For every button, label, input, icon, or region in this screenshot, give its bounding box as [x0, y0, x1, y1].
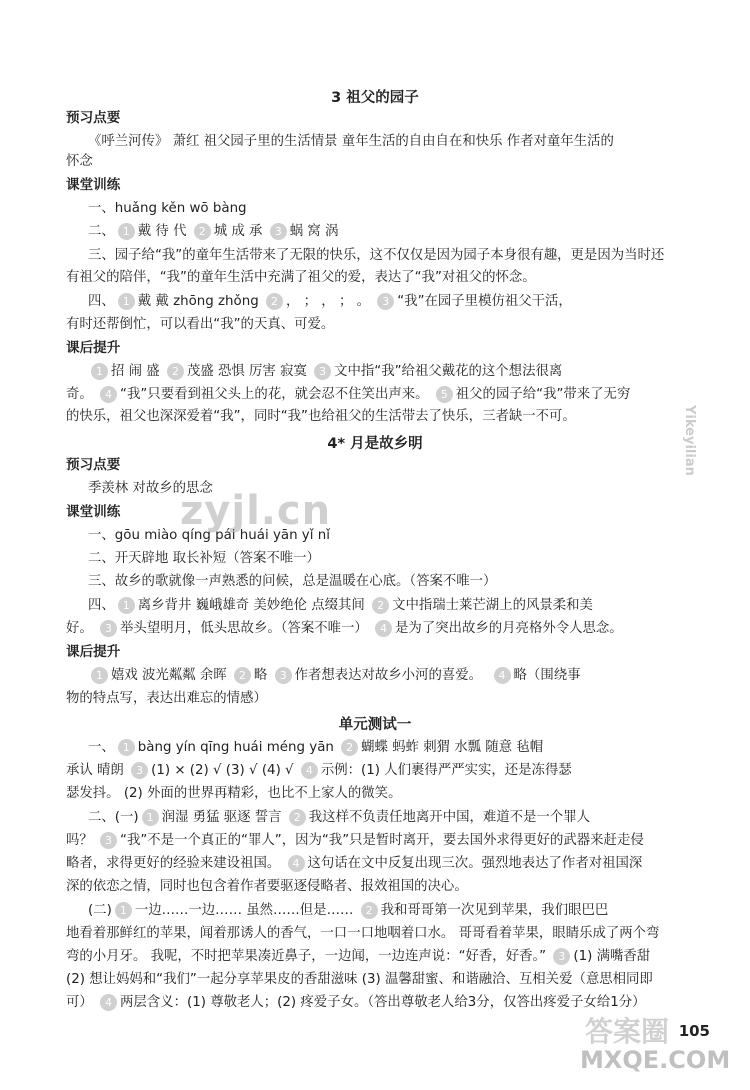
after-class-heading: 课后提升 — [66, 340, 121, 356]
preview-heading: 预习点要 — [66, 110, 121, 126]
number-badge: 2 — [266, 293, 283, 310]
answer-line: 地看着那鲜红的苹果，闻着那诱人的香气，一口一口地咽着口水。 哥哥看着苹果，眼睛乐成了两个弯 — [66, 926, 660, 941]
answer-line: 二、(一) 1 润湿 勇猛 驱逐 誓言 2 我这样不负责任地离开中国，难道不是一个罪人 — [88, 810, 590, 825]
page-number: 105 — [678, 1022, 710, 1040]
preview-line: 《呼兰河传》 萧红 祖父园子里的生活情景 童年生活的自由自在和快乐 作者对童年生活的 — [88, 134, 614, 149]
answer-line: 好。 3 举头望明月，低头思故乡。（答案不唯一） 4 是为了突出故乡的月亮格外令人思念。 — [66, 621, 623, 636]
number-badge: 2 — [167, 363, 184, 380]
number-badge: 5 — [436, 386, 453, 403]
answer-line: 有祖父的陪伴，“我”的童年生活中充满了祖父的爱，表达了“我”对祖父的怀念。 — [66, 270, 536, 285]
answer-line: 1 招 闹 盛 2 茂盛 恐惧 厉害 寂寞 3 文中指“我”给祖父戴花的这个想法很离 — [88, 362, 690, 382]
answer-line: 奇。 4 “我”只要看到祖父头上的花，就会忍不住笑出声来。 5 祖父的园子给“我”带来了无穷 — [66, 387, 631, 402]
number-badge: 4 — [288, 855, 305, 872]
answer-line: 吗？ 3 “我”不是一个真正的“罪人”，因为“我”只是暂时离开，要去国外求得更好的武器来赶走侵 — [66, 833, 644, 848]
number-badge: 3 — [314, 363, 331, 380]
number-badge: 2 — [234, 667, 251, 684]
answer-line: 三、故乡的歌就像一声熟悉的问候，总是温暖在心底。（答案不唯一） — [88, 574, 497, 589]
number-badge: 3 — [131, 762, 148, 779]
answer-line: 一、huǎng kěn wō bàng — [88, 201, 247, 216]
number-badge: 4 — [100, 386, 117, 403]
answer-line: (二) 1 一边……一边…… 虽然……但是…… 2 我和哥哥第一次见到苹果，我们眼巴巴 — [88, 903, 609, 918]
number-badge: 2 — [194, 223, 211, 240]
number-badge: 1 — [91, 363, 108, 380]
number-badge: 1 — [118, 293, 135, 310]
answer-line: 略者，求得更好的经验来建设祖国。 4 这句话在文中反复出现三次。强烈地表达了作者对祖国深 — [66, 856, 643, 871]
class-heading: 课堂训练 — [66, 177, 121, 193]
answer-line: 一、gōu miào qíng pái huái yān yǐ nǐ — [88, 528, 330, 543]
preview-heading: 预习点要 — [66, 457, 121, 473]
number-badge: 3 — [270, 223, 287, 240]
watermark-daan: 答案圈 — [585, 1015, 670, 1048]
answer-line: 1 嬉戏 波光粼粼 余晖 2 略 3 作者想表达对故乡小河的喜爱。 4 略（围绕事 — [88, 666, 690, 686]
preview-line: 怀念 — [66, 154, 93, 169]
number-badge: 3 — [553, 948, 570, 965]
number-badge: 3 — [100, 620, 117, 637]
section-4-title: 4* 月是故乡明 — [327, 436, 423, 452]
section-3-title: 3 祖父的园子 — [331, 90, 419, 106]
number-badge: 1 — [115, 902, 132, 919]
answer-line: 深的依恋之情，同时也包含着作者要驱逐侵略者、报效祖国的决心。 — [66, 879, 468, 894]
answer-line: 二、 1 戴 待 代 2 城 成 承 3 蜗 窝 涡 — [88, 224, 339, 239]
answer-line: 瑟发抖。 (2) 外面的世界再精彩，也比不上家人的微笑。 — [66, 786, 402, 801]
watermark-side: Yikeyilian — [682, 405, 697, 476]
after-class-heading: 课后提升 — [66, 644, 121, 660]
number-badge: 3 — [275, 667, 292, 684]
preview-line: 季羡林 对故乡的思念 — [88, 481, 213, 496]
number-badge: 4 — [494, 667, 511, 684]
number-badge: 2 — [361, 902, 378, 919]
number-badge: 2 — [289, 809, 306, 826]
number-badge: 4 — [100, 994, 117, 1011]
answer-line: 弯的小月牙。 我呢，不时把苹果凑近鼻子，一边闻，一边连声说：“好香，好香。” 3 (1) 满嘴香甜 — [66, 949, 651, 964]
number-badge: 1 — [91, 667, 108, 684]
watermark-mxqe: MXQE.COM — [580, 1046, 731, 1074]
number-badge: 2 — [372, 597, 389, 614]
number-badge: 1 — [118, 223, 135, 240]
answer-line: 物的特点写，表达出难忘的情感） — [66, 691, 267, 706]
answer-line: 二、开天辟地 取长补短（答案不唯一） — [88, 551, 320, 566]
answer-line: 可） 4 两层含义：(1) 尊敬老人；(2) 疼爱子女。（答出尊敬老人给3分，仅答出疼爱子女给1分） — [66, 995, 646, 1010]
number-badge: 3 — [100, 832, 117, 849]
answer-line: 四、 1 戴 戴 zhōng zhǒng 2 ， ； ， ； 。 3 “我”在园子里模仿祖父干活， — [88, 294, 572, 309]
number-badge: 1 — [142, 809, 159, 826]
answer-line: 有时还帮倒忙，可以看出“我”的天真、可爱。 — [66, 317, 335, 332]
number-badge: 1 — [118, 739, 135, 756]
watermark-zyjl: zyjl.cn — [180, 488, 332, 534]
number-badge: 3 — [377, 293, 394, 310]
answer-line: 一、 1 bàng yín qīng huái méng yān 2 蝴蝶 蚂蚱 刺猬 水瓢 随意 毡帽 — [88, 740, 544, 755]
number-badge: 4 — [375, 620, 392, 637]
class-heading: 课堂训练 — [66, 504, 121, 520]
number-badge: 2 — [341, 739, 358, 756]
answer-line: 三、园子给“我”的童年生活带来了无限的快乐，这不仅仅是因为园子本身很有趣，更是因为当时还 — [88, 248, 665, 263]
unit-test-title: 单元测试一 — [338, 717, 412, 733]
number-badge: 1 — [118, 597, 135, 614]
answer-line: (2) 想让妈妈和“我们”一起分享苹果皮的香甜滋味 (3) 温馨甜蜜、和谐融洽、互相关爱（意思相同即 — [66, 972, 653, 987]
answer-line: 的快乐，祖父也深深爱着“我”，同时“我”也给祖父的生活带去了快乐，三者缺一不可。 — [66, 409, 576, 424]
answer-line: 四、 1 离乡背井 巍峨雄奇 美妙绝伦 点缀其间 2 文中指瑞士莱芒湖上的风景柔和美 — [88, 598, 593, 613]
number-badge: 4 — [301, 762, 318, 779]
answer-line: 承认 晴朗 3 (1) × (2) √ (3) √ (4) √ 4 示例：(1) 人们裹得严严实实，还是冻得瑟 — [66, 763, 572, 778]
